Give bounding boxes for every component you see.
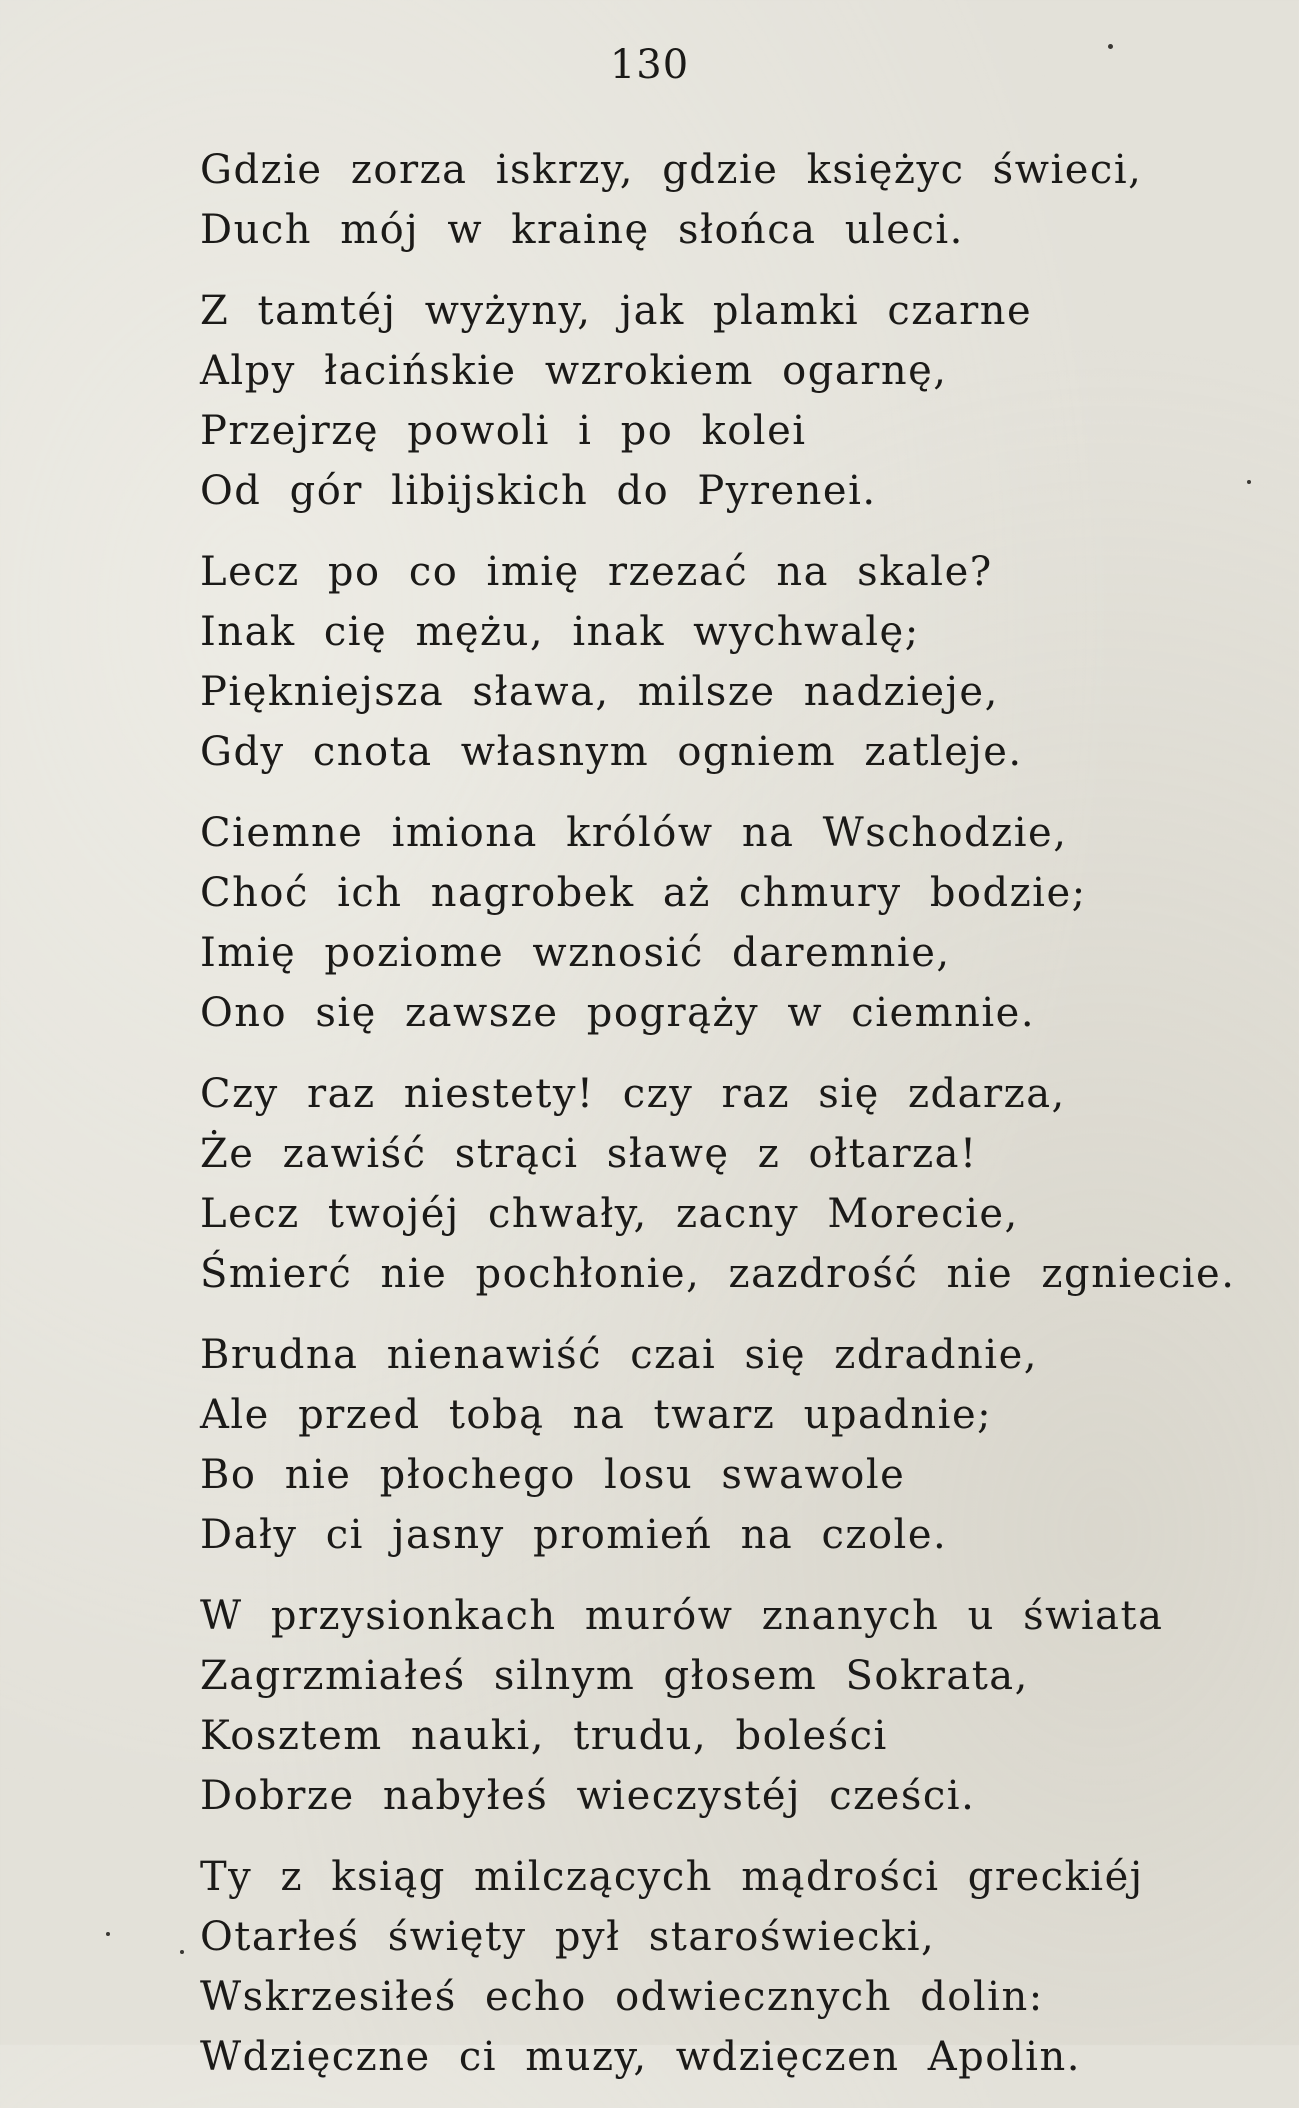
stanza-1 [200, 140, 1260, 260]
verse-line: Lecz po co imię rzezać na skale? [200, 549, 993, 595]
verse-line: Piękniejsza sława, milsze nadzieje, [200, 669, 999, 715]
verse-line: Lecz twojéj chwały, zacny Morecie, [200, 1191, 1019, 1237]
page-number: 130 [609, 42, 690, 88]
verse-line: Kosztem nauki, trudu, boleści [200, 1713, 888, 1759]
stanza-5 [200, 1064, 1260, 1304]
verse-line: Ciemne imiona królów na Wschodzie, [200, 810, 1068, 856]
verse-line: Ty z ksiąg milczących mądrości greckiéj [200, 1854, 1144, 1900]
poem [200, 140, 1260, 2108]
verse-line: Zagrzmiałeś silnym głosem Sokrata, [200, 1653, 1029, 1699]
stanza-3 [200, 542, 1260, 782]
verse-line: Otarłeś święty pył staroświecki, [200, 1914, 936, 1960]
verse-line: Bo nie płochego losu swawole [200, 1452, 906, 1498]
paper-speck [1247, 480, 1251, 484]
verse-line: Wskrzesiłeś echo odwiecznych dolin: [200, 1974, 1044, 2020]
verse-line: Z tamtéj wyżyny, jak plamki czarne [200, 288, 1033, 334]
verse-line: Brudna nienawiść czai się zdradnie, [200, 1332, 1038, 1378]
stanza-2 [200, 281, 1260, 521]
verse-line: Choć ich nagrobek aż chmury bodzie; [200, 870, 1087, 916]
verse-line: Śmierć nie pochłonie, zazdrość nie zgniecie. [200, 1251, 1236, 1297]
verse-line: Czy raz niestety! czy raz się zdarza, [200, 1071, 1066, 1117]
verse-line: Dały ci jasny promień na czole. [200, 1512, 948, 1558]
verse-line: Wdzięczne ci muzy, wdzięczen Apolin. [200, 2034, 1081, 2080]
stanza-4 [200, 803, 1260, 1043]
verse-line: Dobrze nabyłeś wieczystéj cześci. [200, 1773, 976, 1819]
verse-line: Przejrzę powoli i po kolei [200, 408, 807, 454]
paper-speck [106, 1932, 110, 1936]
verse-line: Ono się zawsze pogrąży w ciemnie. [200, 990, 1036, 1036]
verse-line: Duch mój w krainę słońca uleci. [200, 207, 964, 253]
verse-line: Inak cię mężu, inak wychwalę; [200, 609, 920, 655]
verse-line: Od gór libijskich do Pyrenei. [200, 468, 877, 514]
paper-speck [180, 1950, 184, 1954]
verse-line: Imię poziome wznosić daremnie, [200, 930, 951, 976]
verse-line: Że zawiść strąci sławę z ołtarza! [200, 1131, 978, 1177]
verse-line: Gdzie zorza iskrzy, gdzie księżyc świeci, [200, 147, 1143, 193]
stanza-8 [200, 1847, 1260, 2087]
verse-line: Gdy cnota własnym ogniem zatleje. [200, 729, 1023, 775]
verse-line: W przysionkach murów znanych u świata [200, 1593, 1164, 1639]
verse-line: Alpy łacińskie wzrokiem ogarnę, [200, 348, 948, 394]
verse-line: Ale przed tobą na twarz upadnie; [200, 1392, 993, 1438]
stanza-6 [200, 1325, 1260, 1565]
stanza-7 [200, 1586, 1260, 1826]
paper-speck [1108, 44, 1113, 49]
